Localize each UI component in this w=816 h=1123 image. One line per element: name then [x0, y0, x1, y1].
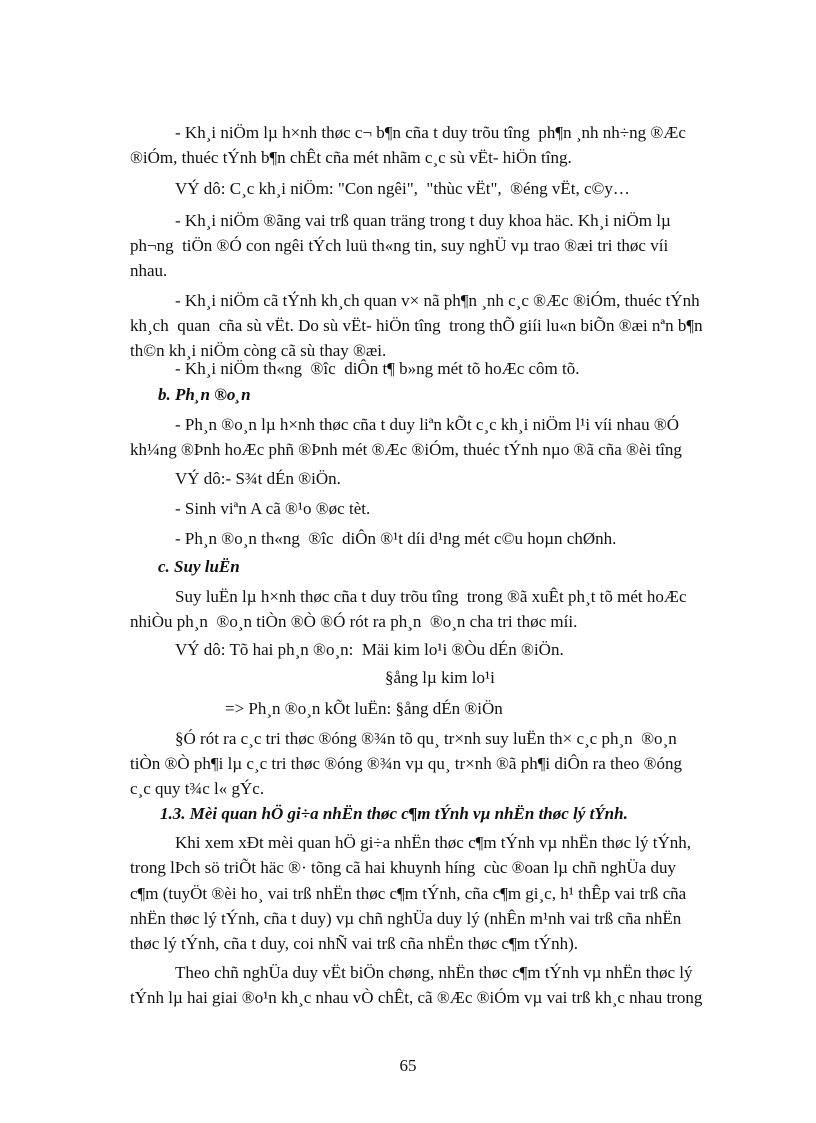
text-line: §ång lµ kim lo¹i [385, 668, 495, 687]
text-line: VÝ dô: C¸c kh¸i niÖm: "Con ngêi", "thùc vËt", ®éng vËt, c©y… [175, 179, 630, 198]
text-line: - Kh¸i niÖm th«ng ®îc diÔn t¶ b»ng mét tõ hoÆc côm tõ. [175, 359, 580, 378]
page-number: 65 [399, 1056, 417, 1075]
text-line: Suy luËn lµ h×nh thøc cña t duy trõu tîng trong ®ã xuÊt ph¸t tõ mét hoÆc [175, 587, 687, 606]
text-line: tiÒn ®Ò ph¶i lµ c¸c tri thøc ®óng ®¾n vµ qu¸ tr×nh ®ã ph¶i diÔn ra theo ®óng [130, 754, 683, 773]
text-line: - Kh¸i niÖm cã tÝnh kh¸ch quan v× nã ph¶n ¸nh c¸c ®Æc ®iÓm, thuéc tÝnh [175, 291, 700, 310]
text-line: ®iÓm, thuéc tÝnh b¶n chÊt cña mét nhãm c¸c sù vËt- hiÖn tîng. [130, 148, 572, 167]
text-line: - Ph¸n ®o¸n th«ng ®îc diÔn ®¹t díi d¹ng mét c©u hoµn chØnh. [175, 529, 617, 548]
text-line: nhau. [130, 261, 168, 280]
text-line: - Sinh viªn A cã ®¹o ®øc tèt. [175, 499, 371, 518]
text-line: kh¸ch quan cña sù vËt. Do sù vËt- hiÖn tîng trong thÕ giíi lu«n biÕn ®æi nªn b¶n [130, 316, 703, 335]
text-line: nhiÒu ph¸n ®o¸n tiÒn ®Ò ®Ó rót ra ph¸n ®o¸n cha tri thøc míi. [130, 612, 578, 631]
text-line: trong lÞch sö triÕt häc ®· tõng cã hai khuynh híng cùc ®oan lµ chñ nghÜa duy [130, 858, 676, 877]
text-line: Khi xem xÐt mèi quan hÖ gi÷a nhËn thøc c¶m tÝnh vµ nhËn thøc lý tÝnh, [175, 833, 691, 852]
text-line: - Ph¸n ®o¸n lµ h×nh thøc cña t duy liªn kÕt c¸c kh¸i niÖm l¹i víi nhau ®Ó [175, 415, 680, 434]
text-line: Theo chñ nghÜa duy vËt biÖn chøng, nhËn thøc c¶m tÝnh vµ nhËn thøc lý [175, 963, 693, 982]
text-line: VÝ dô:- S¾t dÉn ®iÖn. [175, 469, 341, 488]
text-line: kh¼ng ®Þnh hoÆc phñ ®Þnh mét ®Æc ®iÓm, thuéc tÝnh nµo ®ã cña ®èi tîng [130, 440, 682, 459]
text-line: - Kh¸i niÖm lµ h×nh thøc c¬ b¶n cña t duy trõu tîng ph¶n ¸nh nh÷ng ®Æc [175, 123, 686, 142]
text-line: c¶m (tuyÖt ®èi ho¸ vai trß nhËn thøc c¶m tÝnh, cña c¶m gi¸c, h¹ thÊp vai trß cña [130, 884, 687, 903]
text-line: tÝnh lµ hai giai ®o¹n kh¸c nhau vÒ chÊt, cã ®Æc ®iÓm vµ vai trß kh¸c nhau trong [130, 988, 703, 1007]
text-line: c¸c quy t¾c l« gÝc. [130, 779, 265, 798]
section-heading: c. Suy luËn [158, 557, 240, 576]
text-line: th©n kh¸i niÖm còng cã sù thay ®æi. [130, 341, 387, 360]
section-heading: 1.3. Mèi quan hÖ gi÷a nhËn thøc c¶m tÝnh vµ nhËn thøc lý tÝnh. [160, 804, 628, 823]
text-line: VÝ dô: Tõ hai ph¸n ®o¸n: Mäi kim lo¹i ®Òu dÉn ®iÖn. [175, 640, 564, 659]
text-line: => Ph¸n ®o¸n kÕt luËn: §ång dÉn ®iÖn [225, 699, 503, 718]
text-line: §Ó rót ra c¸c tri thøc ®óng ®¾n tõ qu¸ tr×nh suy luËn th× c¸c ph¸n ®o¸n [175, 729, 677, 748]
text-line: thøc lý tÝnh, cña t duy, coi nhÑ vai trß cña nhËn thøc c¶m tÝnh). [130, 934, 579, 953]
section-heading: b. Ph¸n ®o¸n [158, 385, 251, 404]
text-line: - Kh¸i niÖm ®ãng vai trß quan träng trong t duy khoa häc. Kh¸i niÖm lµ [175, 211, 671, 230]
text-line: ph¬ng tiÖn ®Ó con ngêi tÝch luü th«ng tin, suy nghÜ vµ trao ®æi tri thøc víi [130, 236, 669, 255]
text-line: nhËn thøc lý tÝnh, cña t duy) vµ chñ nghÜa duy lý (nhÊn m¹nh vai trß cña nhËn [130, 909, 682, 928]
